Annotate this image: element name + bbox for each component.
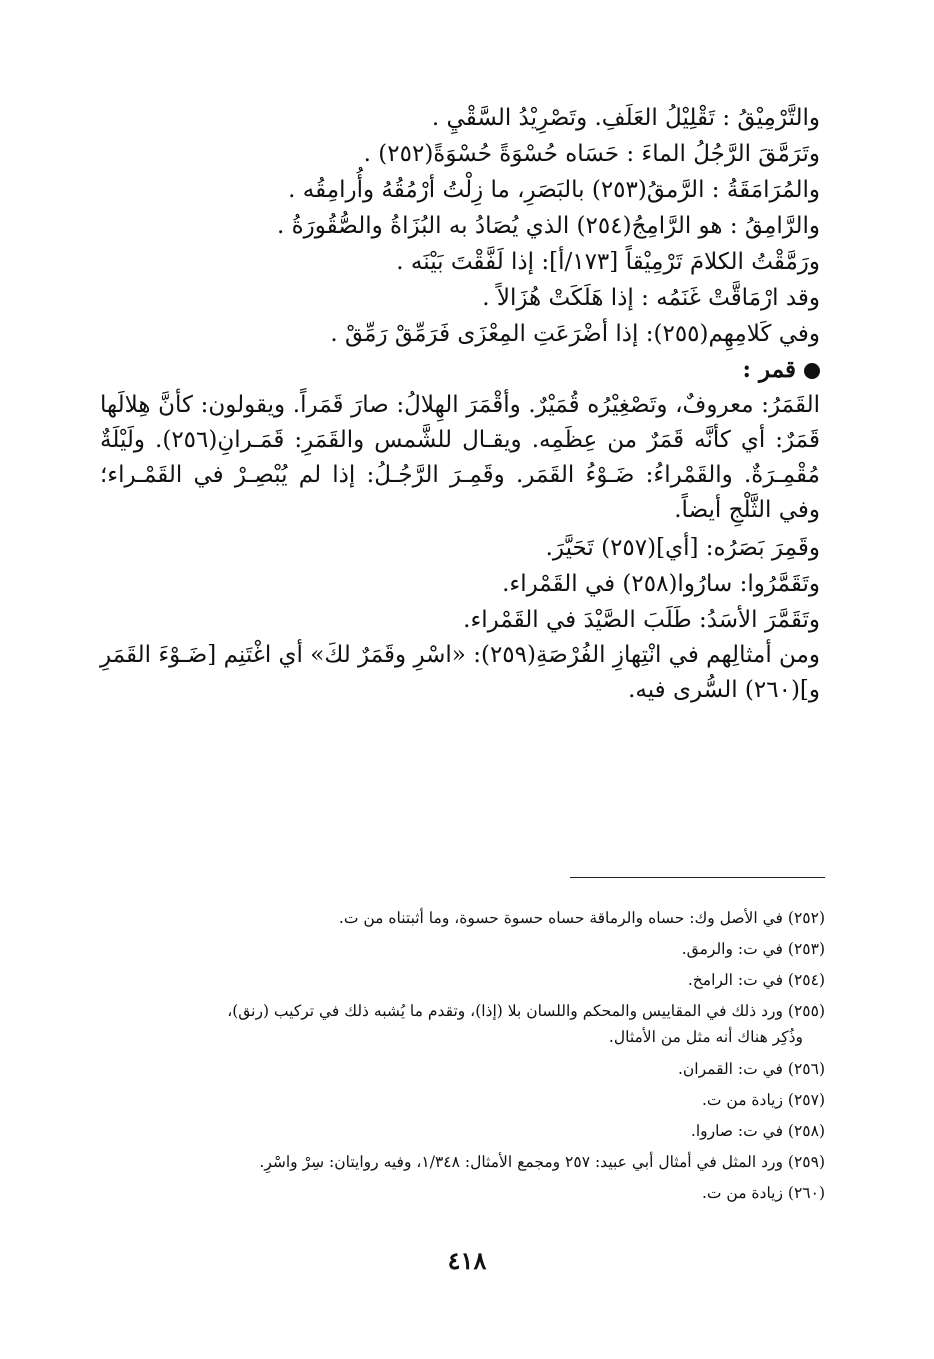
footnote: (٢٦٠) زيادة من ت.	[701, 1184, 825, 1202]
footnote: (٢٥٢) في الأصل وك: حساه والرماقة حساه حسوة حسوة، وما أثبتناه من ت.	[338, 909, 825, 927]
text-line: وتَرَمَّقَ الرَّجُلُ الماءَ : حَسَاه حُسْوَةً حُسْوَةً(٢٥٢) .	[363, 141, 820, 167]
page-number: ٤١٨	[447, 1246, 487, 1275]
footnote: (٢٥٣) في ت: والرمق.	[681, 940, 825, 958]
proverb-paragraph: ومن أمثالِهم في انْتِهازِ الفُرْصَةِ(٢٥٩): «اسْرِ وقَمَرٌ لكَ» أي اغْتَنِم [ضَـوْءَ القَمَرِ و](٢٦٠) السُّرى فيه.	[100, 642, 820, 703]
text-line: وقَمِرَ بَصَرُه: [أي](٢٥٧) تَحَيَّرَ.	[545, 535, 820, 561]
text-line: وتَقَمَّرُوا: سارُوا(٢٥٨) في القَمْراء.	[502, 571, 820, 597]
text-line: والتَّرْمِيْقُ : تَقْلِيْلُ العَلَفِ. وتَصْرِيْدُ السَّقْيِ .	[431, 105, 820, 131]
entry-heading-label: قمر :	[742, 356, 796, 383]
footnote: (٢٥٦) في ت: القمران.	[677, 1060, 825, 1078]
text-line: والرَّامِقُ : هو الرَّامِجُ(٢٥٤) الذي يُصَادُ به البُزَاةُ والصُّقُورَةُ .	[276, 213, 820, 239]
text-line: والمُرَامَقَةُ : الرَّمقُ(٢٥٣) بالبَصَرِ، ما زِلْتُ أرْمُقُهُ وأُرامِقُه .	[288, 177, 820, 203]
bullet-icon	[804, 363, 820, 379]
entry-paragraph: القَمَرُ: معروفٌ، وتَصْغِيْرُه قُمَيْرٌ. وأقْمَرَ الهِلالُ: صارَ قَمَراً. ويقولون: كأنَّ هِلالَها قَمَرٌ: أي كأنَّه قَمَرٌ من عِظَمِه. ويقـال للشَّمس والقَمَرِ: قَمَـرانِ(٢٥٦). ولَيْلَةٌ مُقْمِـرَةٌ. والقَمْراءُ: ضَـوْءُ القَمَر. وقَمِـرَ الرَّجُـلُ: إذا لم يُبْصِـرْ في القَمْـراء؛ وفي الثَّلْجِ أيضاً.	[100, 392, 820, 523]
text-line: وقد ارْمَاقَّتْ غَنَمُه : إذا هَلَكَتْ هُزَالاً .	[482, 285, 820, 311]
footnote-continuation: وذُكِر هناك أنه مثل من الأمثال.	[608, 1028, 803, 1046]
footnote: (٢٥٩) ورد المثل في أمثال أبي عبيد: ٢٥٧ ومجمع الأمثال: ١/٣٤٨، وفيه روايتان: سِرْ واسْرِ.	[259, 1153, 825, 1171]
entry-heading	[100, 352, 820, 388]
footnote-multiline	[110, 998, 825, 1050]
footnote-divider	[570, 877, 825, 878]
footnote: (٢٥٧) زيادة من ت.	[701, 1091, 825, 1109]
text-line: وفي كَلامِهِم(٢٥٥): إذا أضْرَعَتِ المِعْزَى فَرَمِّقْ رَمِّقْ .	[330, 321, 820, 347]
main-text	[100, 100, 820, 708]
footnote: (٢٥٤) في ت: الرامخ.	[687, 971, 825, 989]
text-line: وتَقَمَّرَ الأسَدُ: طَلَبَ الصَّيْدَ في القَمْراء.	[463, 607, 820, 633]
footnote: (٢٥٥) ورد ذلك في المقاييس والمحكم واللسان بلا (إذا)، وتقدم ما يُشبه ذلك في تركيب (رنق)،	[227, 1002, 825, 1020]
footnote: (٢٥٨) في ت: صاروا.	[690, 1122, 825, 1140]
text-line: ورَمَّقْتُ الكلامَ تَرْمِيْقاً [١٧٣/أ]: إذا لَفَّقْتَ بَيْنَه .	[396, 249, 820, 275]
footnotes	[110, 903, 825, 1209]
